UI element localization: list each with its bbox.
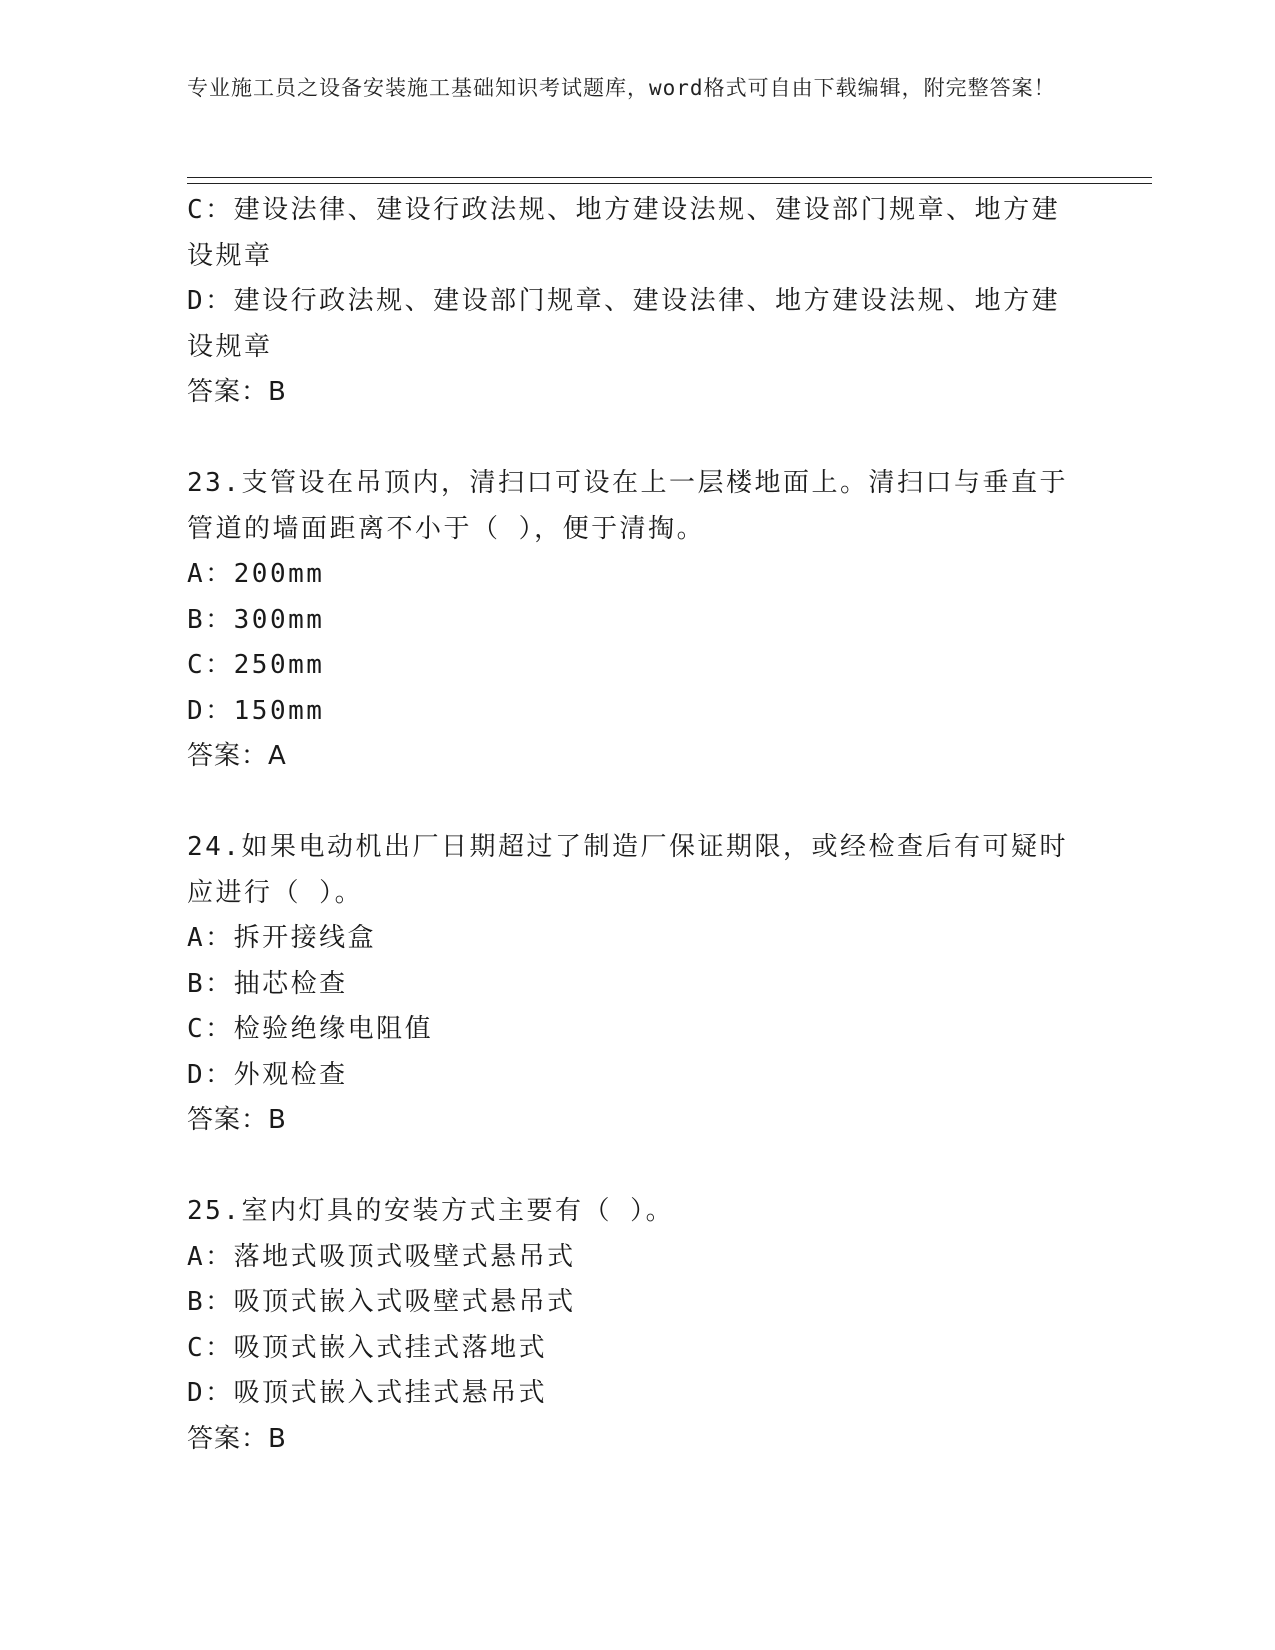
option-d: D：建设行政法规、建设部门规章、建设法律、地方建设法规、地方建设规章 — [187, 286, 1061, 362]
question-24 — [187, 825, 1087, 1144]
option-c: C：建设法律、建设行政法规、地方建设法规、建设部门规章、地方建设规章 — [187, 195, 1061, 271]
question-stem: 25.室内灯具的安装方式主要有（ ）。 — [187, 1196, 675, 1226]
option-a: A：落地式吸顶式吸壁式悬吊式 — [187, 1241, 576, 1272]
option-c: C：检验绝缘电阻值 — [187, 1014, 434, 1044]
option-c: C：吸顶式嵌入式挂式落地式 — [187, 1332, 548, 1363]
option-d: D：150mm — [187, 695, 325, 726]
question-stem: 24.如果电动机出厂日期超过了制造厂保证期限，或经检查后有可疑时应进行（ ）。 — [187, 832, 1068, 908]
header-divider-bottom — [187, 183, 1152, 184]
header-divider-top — [187, 177, 1152, 178]
option-c: C：250mm — [187, 650, 325, 680]
spacer — [187, 1144, 1087, 1190]
answer-line: 答案：B — [187, 377, 287, 407]
option-d: D：外观检查 — [187, 1059, 348, 1090]
answer-line: 答案：B — [187, 1105, 287, 1135]
question-list — [187, 188, 1087, 1462]
page-header — [187, 72, 1067, 105]
option-a: A：拆开接线盒 — [187, 923, 377, 953]
option-b: B：吸顶式嵌入式吸壁式悬吊式 — [187, 1287, 576, 1317]
answer-line: 答案：B — [187, 1423, 287, 1454]
option-b: B：300mm — [187, 604, 325, 635]
option-a: A：200mm — [187, 559, 325, 589]
option-b: B：抽芯检查 — [187, 968, 348, 999]
header-title: 专业施工员之设备安装施工基础知识考试题库，word格式可自由下载编辑，附完整答案！ — [187, 76, 1056, 100]
option-d: D：吸顶式嵌入式挂式悬吊式 — [187, 1378, 548, 1408]
carryover-question — [187, 188, 1087, 416]
answer-line: 答案：A — [187, 741, 287, 771]
question-stem: 23.支管设在吊顶内，清扫口可设在上一层楼地面上。清扫口与垂直于管道的墙面距离不小于（ ），便于清掏。 — [187, 468, 1068, 544]
spacer — [187, 780, 1087, 826]
question-25 — [187, 1189, 1087, 1462]
question-23 — [187, 461, 1087, 780]
spacer — [187, 416, 1087, 462]
